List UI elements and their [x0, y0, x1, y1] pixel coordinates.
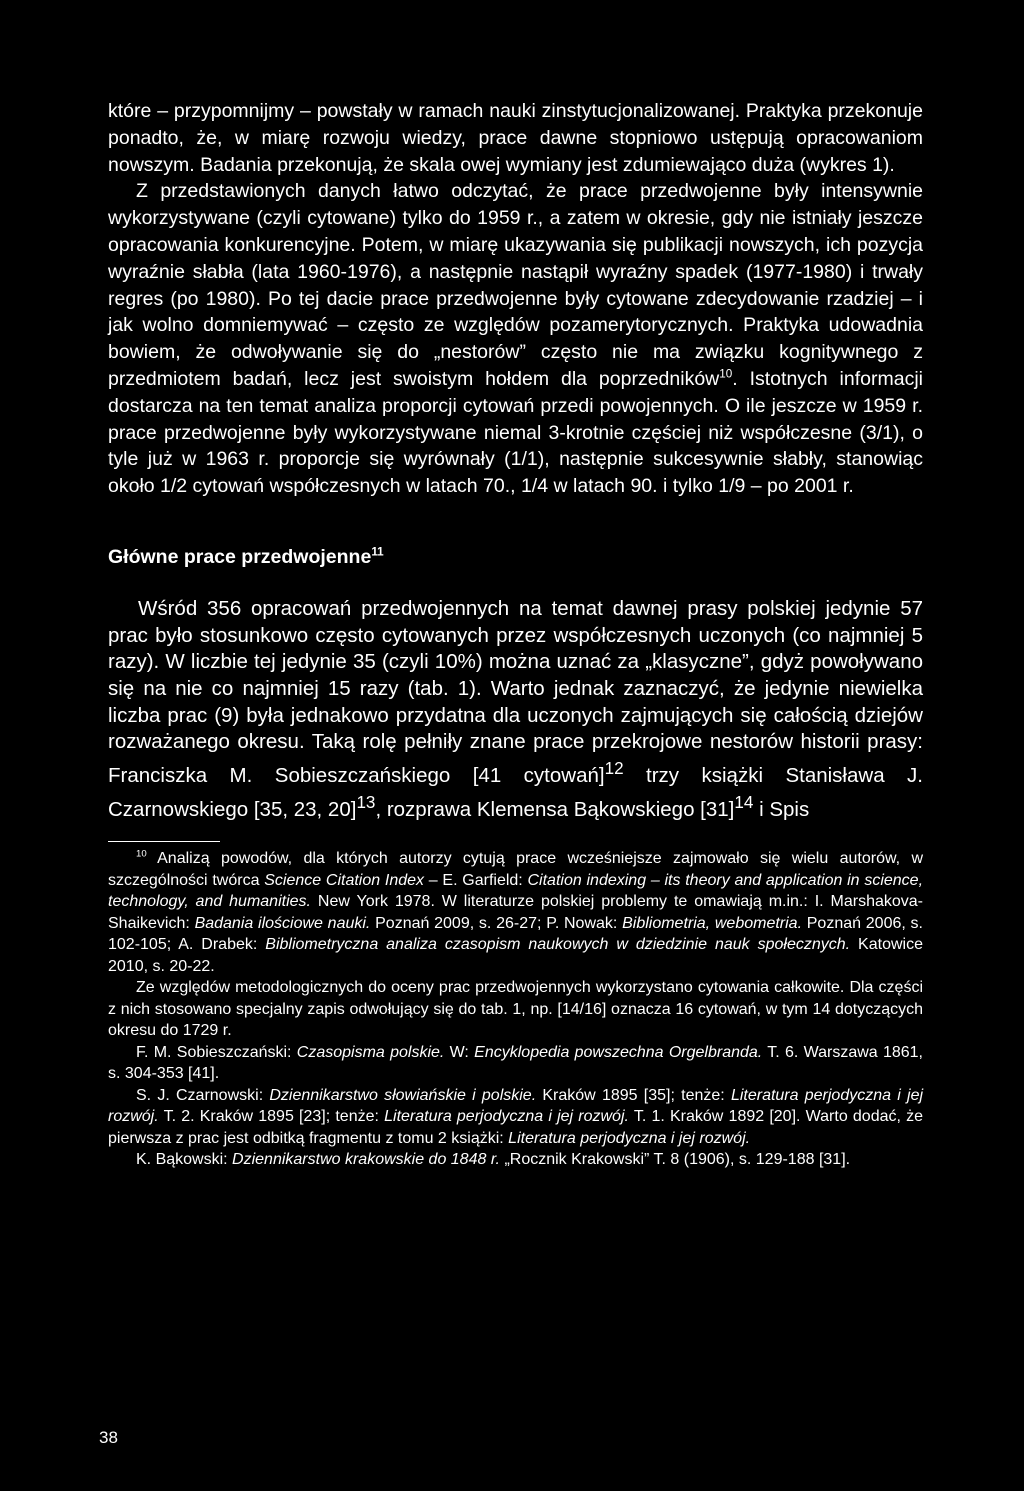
footnote-13-title: Dziennikarstwo słowiańskie i polskie.	[269, 1086, 537, 1104]
footnote-12-title: Czasopisma polskie.	[296, 1043, 445, 1061]
footnote-10-text: Poznań 2009, s. 26-27; P. Nowak:	[370, 914, 623, 932]
page-content	[108, 98, 923, 1171]
footnote-12-title: Encyklopedia powszechna Orgelbranda.	[474, 1043, 763, 1061]
footnote-12	[108, 1042, 923, 1085]
footnote-10	[108, 848, 923, 977]
footnote-10-title: Bibliometria, webometria.	[622, 914, 803, 932]
footnote-13-text: S. J. Czarnowski:	[136, 1086, 270, 1104]
paragraph-2-text-a: Z przedstawionych danych łatwo odczytać, że prace przedwojenne były intensywnie wykorzystywane (czyli cytowane) tylko do 1959 r., a zatem w okresie, gdy nie istniały jeszcze opracowania konkurencyjne. Potem, w miarę ukazywania się publikacji nowszych, ich pozycja wyraźnie słabła (lata 1960-1976), a następnie nastąpił wyraźny spadek (1977-1980) i trwały regres (po 1980). Po tej dacie prace przedwojenne były cytowane zdecydowanie rzadziej – i jak wolno domniemywać – często ze względów pozamerytorycznych. Praktyka udowadnia bowiem, że odwoływanie się do „nestorów” często nie ma związku kognitywnego z przedmiotem badań, lecz jest swoistym hołdem dla poprzedników	[108, 180, 923, 390]
section-paragraph	[108, 596, 923, 823]
footnote-13	[108, 1085, 923, 1150]
paragraph-2-text-b: . Istotnych informacji dostarcza na ten temat analiza proporcji cytowań przedi powojennych. O ile jeszcze w 1959 r. prace przedwojenne były wykorzystywane niemal 3-krotnie częściej niż współczesne (3/1), o tyle już w 1963 r. proporcje się wyrównały (1/1), następnie sukcesywnie słabły, stanowiąc około 1/2 cytowań współczesnych w latach 70., 1/4 w latach 90. i tylko 1/9 – po 2001 r.	[108, 367, 923, 498]
footnote-12-text: F. M. Sobieszczański:	[136, 1043, 297, 1061]
footnote-12-text: T. 6. Warszawa 1861, s. 304-353 [41].	[108, 1043, 923, 1083]
footnote-14-text: „Rocznik Krakowski” T. 8 (1906), s. 129-188 [31].	[500, 1151, 851, 1169]
footnote-10-number: 10	[136, 848, 147, 860]
footnote-12-text: W:	[444, 1043, 475, 1061]
footnote-10-text: Katowice 2010, s. 20-22.	[108, 936, 923, 975]
footnote-10-text: New York 1978. W literaturze polskiej problemy te omawiają m.in.: I. Marshakova-Shaikevich:	[108, 893, 923, 932]
section-heading-text: Główne prace przedwojenne	[108, 545, 372, 568]
footnote-10-title: Badania ilościowe nauki.	[194, 914, 371, 932]
section-heading	[108, 544, 923, 570]
footnote-13-title: Literatura perjodyczna i jej rozwój.	[108, 1086, 924, 1126]
footnote-13-text: Kraków 1895 [35]; tenże:	[536, 1086, 731, 1104]
footnote-14-text: K. Bąkowski:	[136, 1151, 233, 1169]
footnote-10-text: Poznań 2006, s. 102-105; A. Drabek:	[108, 914, 923, 954]
footnote-10-title: Bibliometryczna analiza czasopism naukowych w dziedzinie nauk społecznych.	[265, 936, 851, 954]
footnote-divider	[108, 841, 220, 842]
footnote-ref-13[interactable]: 13	[356, 792, 376, 812]
section-text-c: , rozprawa Klemensa Bąkowskiego [31]	[375, 797, 735, 821]
section-text-b: trzy książki Stanisława J. Czarnowskiego [35, 23, 20]	[108, 764, 923, 821]
footnote-13-text: T. 1. Kraków 1892 [20]. Warto dodać, że pierwsza z prac jest odbitką fragmentu z tomu 2 książki:	[108, 1108, 924, 1147]
footnote-10-title: Citation indexing – its theory and application in science, technology, and humanities.	[108, 871, 924, 911]
paragraph-1-text: które – przypomnijmy – powstały w ramach nauki zinstytucjonalizowanej. Praktyka przekonuje ponadto, że, w miarę rozwoju wiedzy, prace dawne stopniowo ustępują opracowaniom nowszym. Badania przekonują, że skala owej wymiany jest zdumiewająco duża (wykres 1).	[108, 100, 923, 176]
page-number: 38	[99, 1428, 118, 1447]
footnote-10-text: – E. Garfield:	[424, 871, 528, 889]
section-text-a: Wśród 356 opracowań przedwojennych na temat dawnej prasy polskiej jedynie 57 prac było stosunkowo często cytowanych przez współczesnych uczonych (co najmniej 5 razy). W liczbie tej jedynie 35 (czyli 10%) można uznać za „klasyczne”, gdyż powoływano się na nie co najmniej 15 razy (tab. 1). Warto jednak zaznaczyć, że jedynie niewielka liczba prac (9) była jednakowo przydatna dla uczonych zajmujących się całością dziejów rozważanego okresu. Taką rolę pełniły znane prace przekrojowe nestorów historii prasy: Franciszka M. Sobieszczańskiego [41 cytowań]	[108, 596, 923, 787]
footnote-ref-10[interactable]: 10	[719, 367, 733, 381]
footnote-ref-11[interactable]: 11	[371, 545, 384, 559]
footnote-ref-12[interactable]: 12	[604, 759, 624, 779]
footnote-ref-14[interactable]: 14	[734, 792, 754, 812]
paragraph-1	[108, 98, 923, 178]
footnote-10-text: Analizą powodów, dla których autorzy cytują prace wcześniejsze zajmowało się wielu autorów, w szczególności twórca	[108, 850, 923, 889]
footnote-14	[108, 1149, 923, 1171]
footnote-11	[108, 977, 923, 1042]
footnote-14-title: Dziennikarstwo krakowskie do 1848 r.	[232, 1151, 500, 1169]
footnote-13-text: T. 2. Kraków 1895 [23]; tenże:	[158, 1108, 385, 1126]
paragraph-2	[108, 178, 923, 500]
footnote-13-title: Literatura perjodyczna i jej rozwój.	[384, 1108, 629, 1126]
section-text-d: i Spis	[753, 797, 810, 821]
footnote-11-text: Ze względów metodologicznych do oceny prac przedwojennych wykorzystano cytowania całkowite. Dla części z nich stosowano specjalny zapis odwołujący się do tab. 1, np. [14/16] oznacza 16 cytowań, w tym 14 dotyczących okresu do 1729 r.	[108, 979, 923, 1040]
footnote-13-title: Literatura perjodyczna i jej rozwój.	[508, 1129, 751, 1147]
footnote-10-title: Science Citation Index	[264, 871, 425, 889]
